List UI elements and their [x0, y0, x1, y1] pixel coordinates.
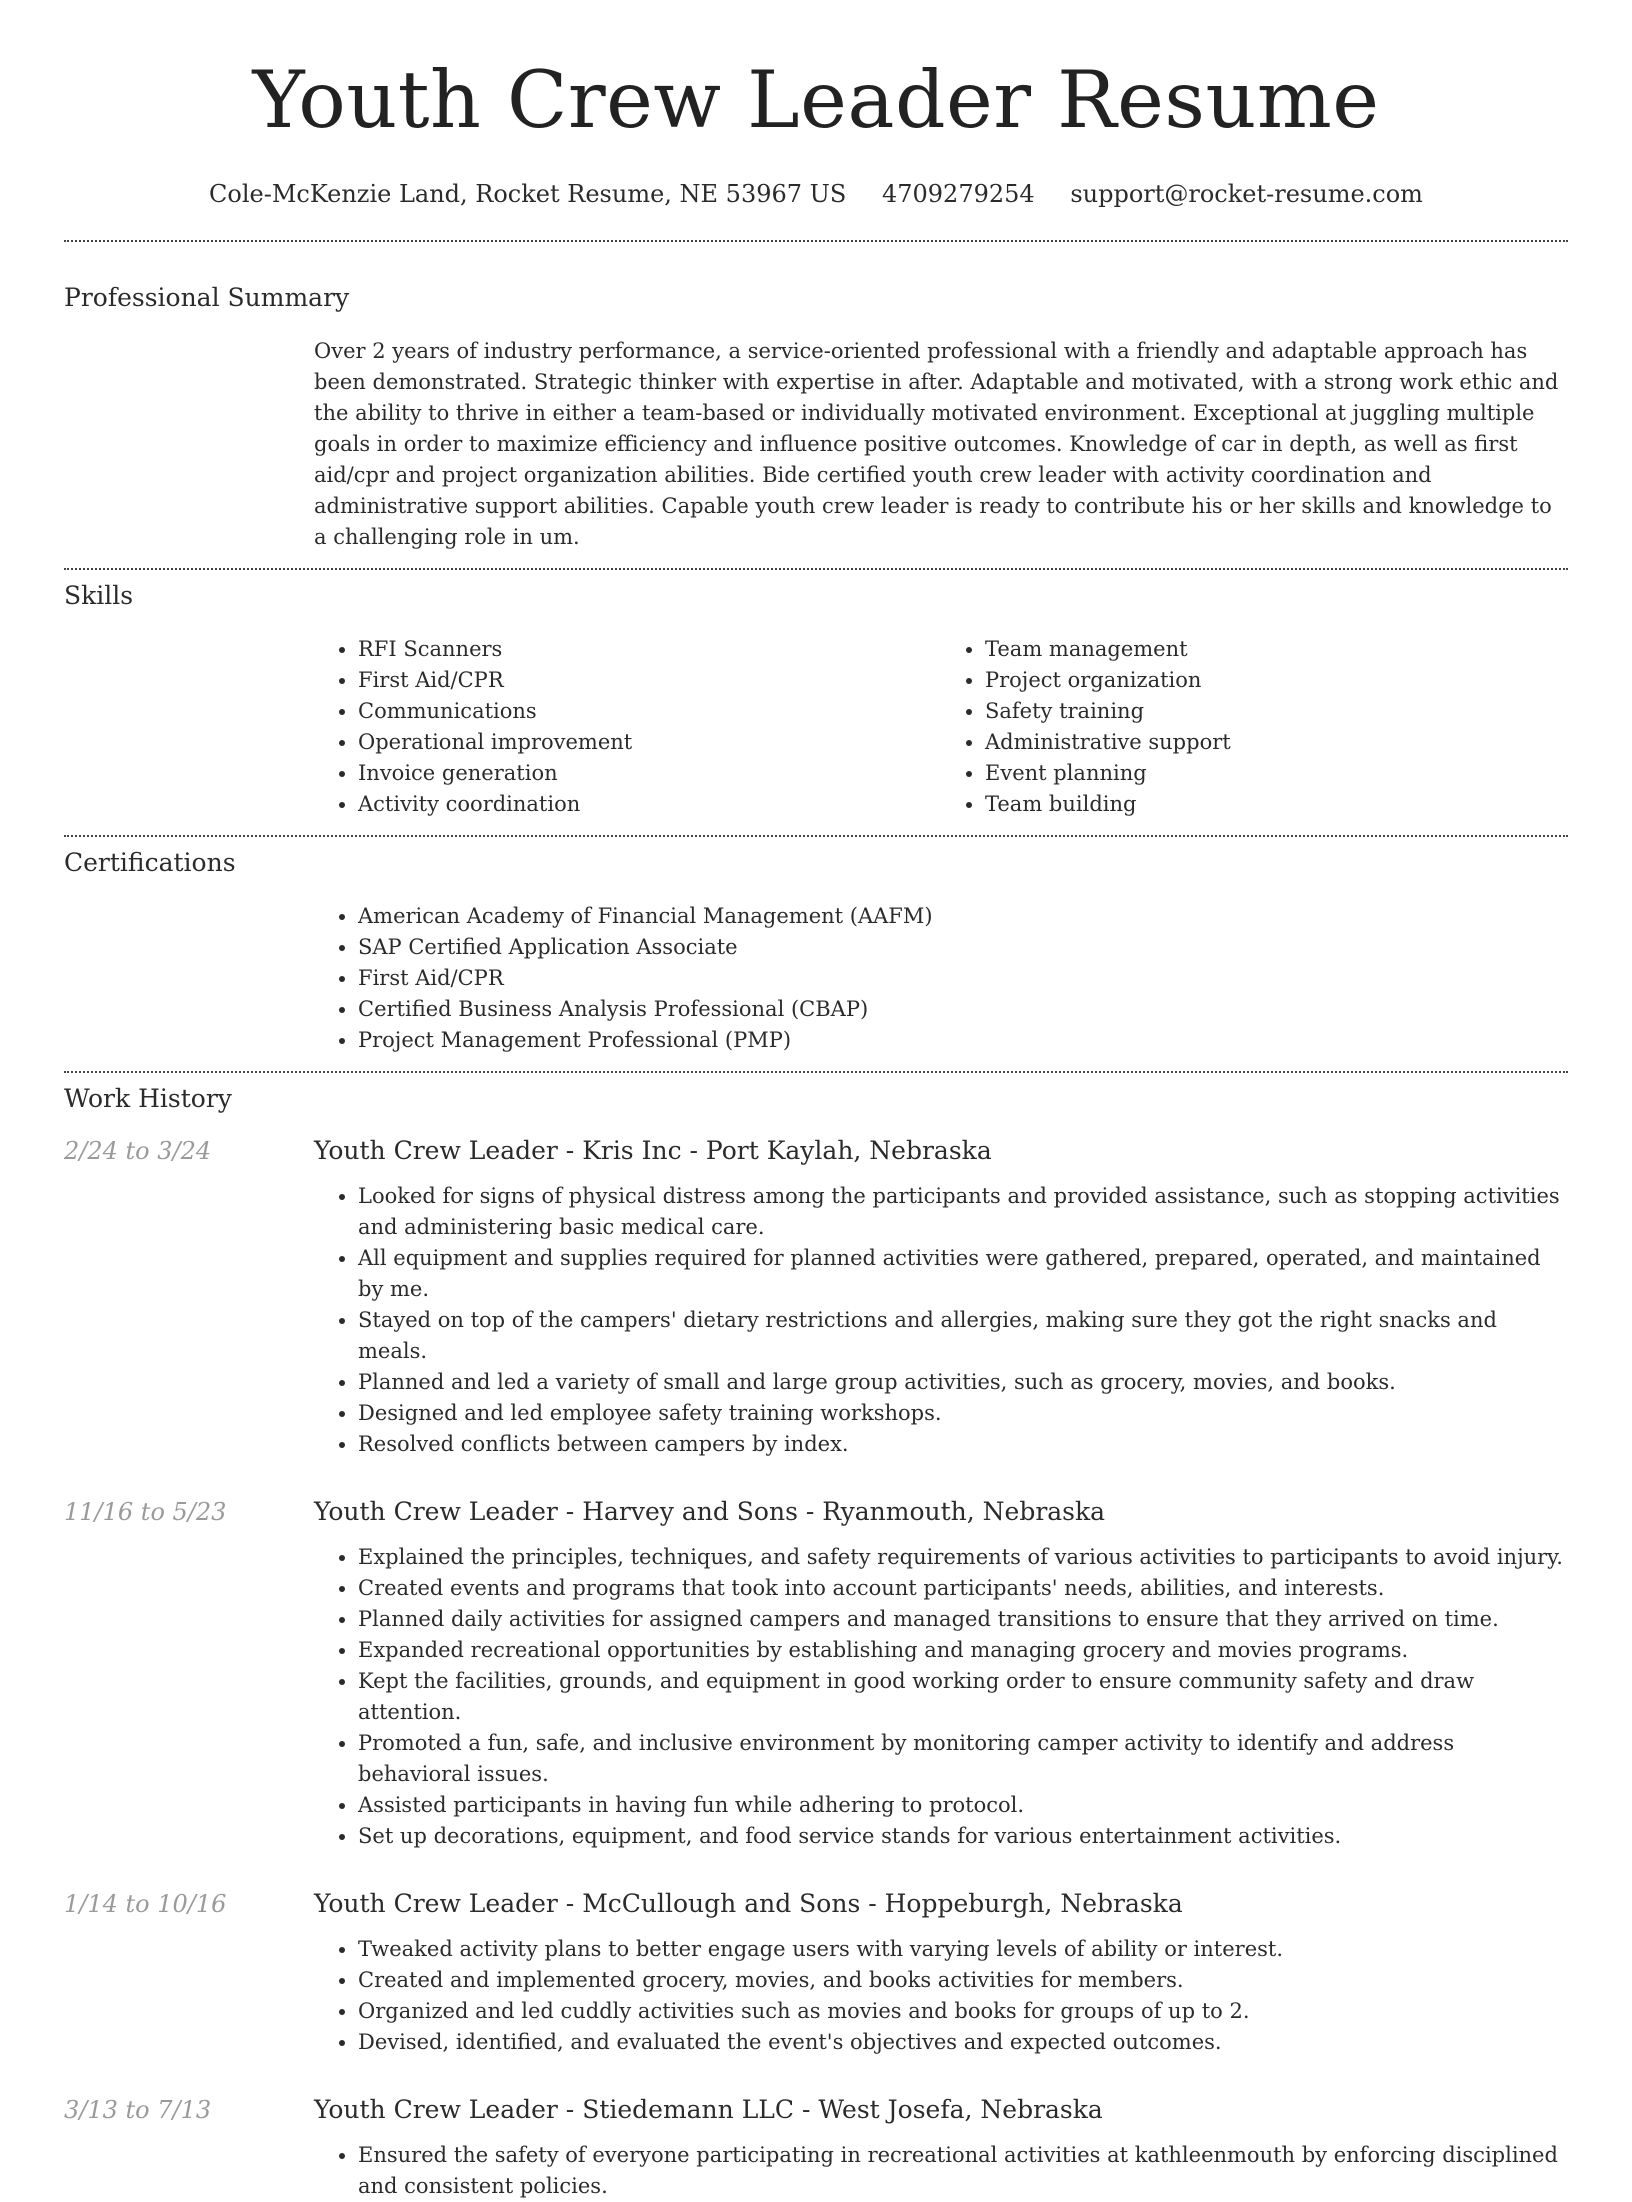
skills-list-right [941, 634, 1568, 820]
list-item: • Safety training [985, 696, 1568, 727]
certifications-section [64, 837, 1568, 1056]
skills-heading: Skills [64, 581, 134, 610]
list-item: • Explained the principles, techniques, and safety requirements of various activities to participants to avoid injury. [358, 1542, 1568, 1573]
job-date: 2/24 to 3/24 [64, 1137, 212, 1165]
list-item: • Planned and led a variety of small and large group activities, such as grocery, movies, and books. [358, 1367, 1568, 1398]
contact-phone: 4709279254 [881, 180, 1035, 208]
job-entry [64, 1494, 1568, 1852]
job-bullets [314, 1934, 1568, 2058]
job-date: 3/13 to 7/13 [64, 2096, 212, 2124]
job-body [314, 2092, 1568, 2202]
job-entry [64, 2092, 1568, 2202]
job-body [314, 1494, 1568, 1852]
list-item: • Kept the facilities, grounds, and equipment in good working order to ensure community safety and draw attention. [358, 1666, 1568, 1728]
list-item: • Devised, identified, and evaluated the event's objectives and expected outcomes. [358, 2027, 1568, 2058]
certifications-heading: Certifications [64, 848, 236, 877]
list-item: • Ensured the safety of everyone participating in recreational activities at kathleenmouth by enforcing disciplined and consistent policies. [358, 2140, 1568, 2202]
work-heading: Work History [64, 1084, 232, 1113]
job-heading: Youth Crew Leader - Kris Inc - Port Kaylah, Nebraska [314, 1136, 992, 1165]
list-item: • Project organization [985, 665, 1568, 696]
list-item: • Certified Business Analysis Professional (CBAP) [358, 994, 1568, 1025]
list-item: • Expanded recreational opportunities by establishing and managing grocery and movies programs. [358, 1635, 1568, 1666]
summary-text: Over 2 years of industry performance, a service-oriented professional with a friendly and adaptable approach has been demonstrated. Strategic thinker with expertise in after. Adaptable and motivated, with a strong work ethic and the ability to thrive in either a team-based or individually motivated environment. Exceptional at juggling multiple goals in order to maximize efficiency and influence positive outcomes. Knowledge of car in depth, as well as first aid/cpr and project organization abilities. Bide certified youth crew leader with activity coordination and administrative support abilities. Capable youth crew leader is ready to contribute his or her skills and knowledge to a challenging role in um. [314, 339, 1559, 549]
list-item: • All equipment and supplies required for planned activities were gathered, prepared, operated, and maintained by me. [358, 1243, 1568, 1305]
list-item: • RFI Scanners [358, 634, 941, 665]
list-item: • Set up decorations, equipment, and food service stands for various entertainment activities. [358, 1821, 1568, 1852]
contact-line [64, 180, 1568, 208]
contact-email: support@rocket-resume.com [1070, 180, 1423, 208]
job-date: 1/14 to 10/16 [64, 1890, 227, 1918]
list-item: • First Aid/CPR [358, 665, 941, 696]
list-item: • Team management [985, 634, 1568, 665]
job-entry [64, 1133, 1568, 1460]
list-item: • Communications [358, 696, 941, 727]
list-item: • First Aid/CPR [358, 963, 1568, 994]
job-date: 11/16 to 5/23 [64, 1498, 227, 1526]
job-bullets [314, 1542, 1568, 1852]
list-item: • Promoted a fun, safe, and inclusive environment by monitoring camper activity to identify and address behavioral issues. [358, 1728, 1568, 1790]
summary-content [314, 336, 1568, 553]
skills-list-left [314, 634, 941, 820]
job-heading: Youth Crew Leader - Harvey and Sons - Ryanmouth, Nebraska [314, 1497, 1106, 1526]
summary-section [64, 242, 1568, 553]
list-item: • Created events and programs that took into account participants' needs, abilities, and interests. [358, 1573, 1568, 1604]
list-item: • SAP Certified Application Associate [358, 932, 1568, 963]
list-item: • Organized and led cuddly activities such as movies and books for groups of up to 2. [358, 1996, 1568, 2027]
job-body [314, 1886, 1568, 2058]
list-item: • Invoice generation [358, 758, 941, 789]
list-item: • Tweaked activity plans to better engage users with varying levels of ability or interest. [358, 1934, 1568, 1965]
list-item: • Created and implemented grocery, movies, and books activities for members. [358, 1965, 1568, 1996]
list-item: • Team building [985, 789, 1568, 820]
skills-content [314, 634, 1568, 820]
list-item: • Assisted participants in having fun while adhering to protocol. [358, 1790, 1568, 1821]
resume-page [64, 0, 1568, 2202]
list-item: • Planned daily activities for assigned campers and managed transitions to ensure that they arrived on time. [358, 1604, 1568, 1635]
list-item: • Activity coordination [358, 789, 941, 820]
job-body [314, 1133, 1568, 1460]
certifications-list [314, 901, 1568, 1056]
list-item: • Designed and led employee safety training workshops. [358, 1398, 1568, 1429]
list-item: • Stayed on top of the campers' dietary restrictions and allergies, making sure they got the right snacks and meals. [358, 1305, 1568, 1367]
work-section [64, 1073, 1568, 2202]
list-item: • Event planning [985, 758, 1568, 789]
job-bullets [314, 2140, 1568, 2202]
skills-section [64, 570, 1568, 820]
contact-address: Cole-McKenzie Land, Rocket Resume, NE 53967 US [209, 180, 847, 208]
job-heading: Youth Crew Leader - McCullough and Sons - Hoppeburgh, Nebraska [314, 1889, 1183, 1918]
list-item: • American Academy of Financial Management (AAFM) [358, 901, 1568, 932]
resume-title: Youth Crew Leader Resume [252, 54, 1380, 146]
list-item: • Operational improvement [358, 727, 941, 758]
job-heading: Youth Crew Leader - Stiedemann LLC - West Josefa, Nebraska [314, 2095, 1103, 2124]
certifications-content [314, 901, 1568, 1056]
list-item: • Project Management Professional (PMP) [358, 1025, 1568, 1056]
list-item: • Looked for signs of physical distress among the participants and provided assistance, such as stopping activities and administering basic medical care. [358, 1181, 1568, 1243]
job-bullets [314, 1181, 1568, 1460]
list-item: • Administrative support [985, 727, 1568, 758]
list-item: • Resolved conflicts between campers by index. [358, 1429, 1568, 1460]
summary-heading: Professional Summary [64, 283, 350, 312]
job-entry [64, 1886, 1568, 2058]
